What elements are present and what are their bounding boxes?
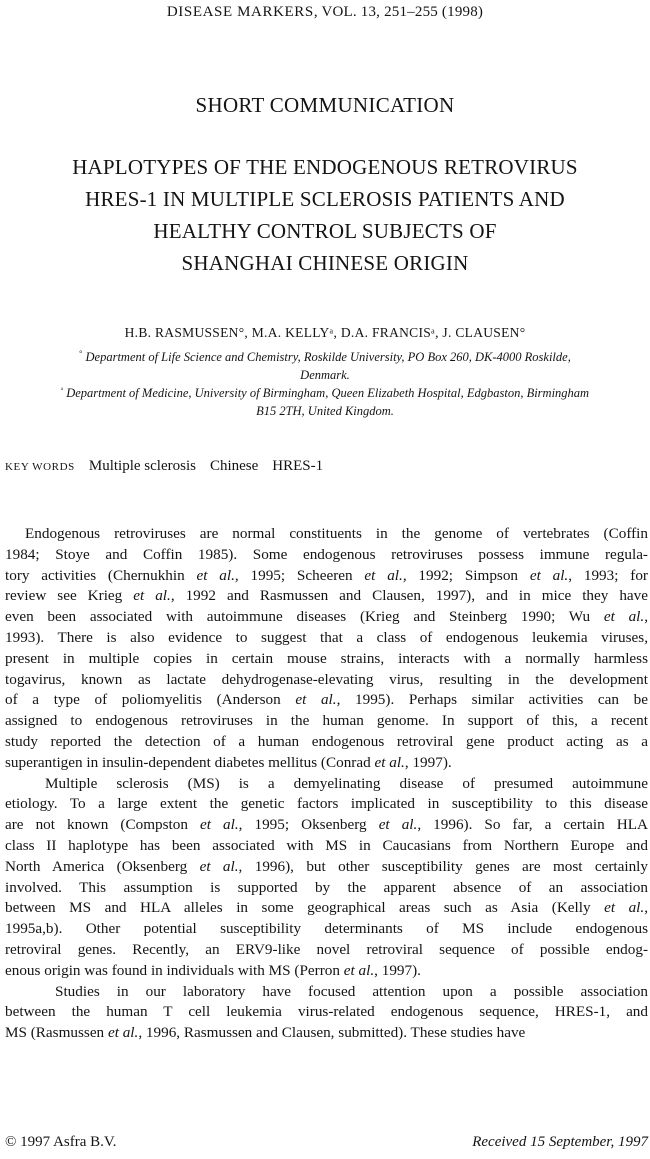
running-head [0,4,650,21]
title-line: HEALTHY CONTROL SUBJECTS OF [153,219,497,243]
paragraph-line: etiology. To a large extent the genetic factors implicated in susceptibility to this disease [5,795,648,813]
paragraph-line: study reported the detection of a human endogenous retroviral gene product acting as a [5,732,648,750]
paragraph-line: assigned to endogenous retroviruses in the human genome. In support of this, a recent [5,712,648,730]
paragraph [5,982,648,1044]
affiliation-mark: ᵃ [60,385,64,394]
affiliation-line: B15 2TH, United Kingdom. [256,404,394,419]
keywords-label: KEY WORDS [5,461,75,473]
paragraph-line: 1984; Stoye and Coffin 1985). Some endogenous retroviruses possess immune regula- [5,545,648,563]
journal-name: DISEASE MARKERS [166,4,314,20]
affiliation-line: Denmark. [300,368,350,383]
article-title [0,151,650,279]
received-date: Received 15 September, 1997 [472,1134,648,1150]
paragraph [5,524,648,774]
paragraph-line: Endogenous retroviruses are normal constituents in the genome of vertebrates (Coffin [25,525,648,542]
keyword: Multiple sclerosis [88,458,196,474]
paragraph-line: between MS and HLA alleles in some geographical areas such as Asia (Kelly et al., [5,899,648,917]
title-line: HRES-1 IN MULTIPLE SCLEROSIS PATIENTS AND [85,187,565,211]
paragraph-line: tory activities (Chernukhin et al., 1995; Scheeren et al., 1992; Simpson et al., 1993; for [5,566,648,584]
body-text [5,524,648,1044]
paragraph-line: MS (Rasmussen et al., 1996, Rasmussen and Clausen, submitted). These studies have [5,1024,526,1042]
paragraph-line: 1995a,b). Other potential susceptibility determinants of MS include endogenous [5,920,648,938]
paragraph-line: superantigen in insulin-dependent diabetes mellitus (Conrad et al., 1997). [5,753,452,771]
copyright: © 1997 Asfra B.V. [5,1134,117,1150]
title-line: SHANGHAI CHINESE ORIGIN [181,251,469,275]
paragraph-line: review see Krieg et al., 1992 and Rasmussen and Clausen, 1997), and in mice they have [5,587,648,605]
paragraph-line: between the human T cell leukemia virus-related endogenous sequence, HRES-1, and [5,1003,648,1021]
keyword: HRES-1 [272,458,324,474]
keywords [5,458,337,475]
paragraph-line: involved. This assumption is supported by the apparent absence of an association [5,878,648,896]
paragraph-line: togavirus, known as lactate dehydrogenase-elevating virus, resulting in the development [5,670,648,688]
volume-info: , VOL. 13, 251–255 (1998) [313,4,484,20]
affiliation-1 [0,345,650,384]
paragraph [5,774,648,982]
paragraph-line: enous origin was found in individuals with MS (Perron et al., 1997). [5,961,421,979]
paragraph-line: are not known (Compston et al., 1995; Oksenberg et al., 1996). So far, a certain HLA [5,816,648,834]
paragraph-line: of a type of poliomyelitis (Anderson et al., 1995). Perhaps similar activities can be [5,691,648,709]
paragraph-line: Studies in our laboratory have focused attention upon a possible association [55,982,648,1000]
footer [5,1134,648,1151]
paragraph-line: North America (Oksenberg et al., 1996), but other susceptibility genes are most certainly [5,857,648,875]
affiliation-line: Department of Medicine, University of Birmingham, Queen Elizabeth Hospital, Edgbaston, Birmingham [66,386,590,401]
paragraph-line: even been associated with autoimmune diseases (Krieg and Steinberg 1990; Wu et al., [5,608,648,626]
title-line: HAPLOTYPES OF THE ENDOGENOUS RETROVIRUS [72,155,578,179]
author-list: H.B. RASMUSSEN°, M.A. KELLYᵃ, D.A. FRANCISᵃ, J. CLAUSEN° [124,325,526,340]
paragraph-line: 1993). There is also evidence to suggest that a class of endogenous leukemia viruses, [5,628,648,646]
paragraph-line: retroviral genes. Recently, an ERV9-like novel retroviral sequence of possible endog- [5,940,648,958]
paragraph-line: class II haplotype has been associated with MS in Caucasians from Northern Europe and [5,836,648,854]
affiliation-line: Department of Life Science and Chemistry, Roskilde University, PO Box 260, DK-4000 Roskilde, [85,350,571,365]
affiliation-mark: ° [79,349,83,358]
keyword: Chinese [209,458,259,474]
paragraph-line: Multiple sclerosis (MS) is a demyelinating disease of presumed autoimmune [45,774,648,792]
section-label: SHORT COMMUNICATION [195,93,455,117]
affiliation-2 [0,381,650,420]
paragraph-line: present in multiple copies in certain mouse strains, interacts with a normally harmless [5,649,648,667]
